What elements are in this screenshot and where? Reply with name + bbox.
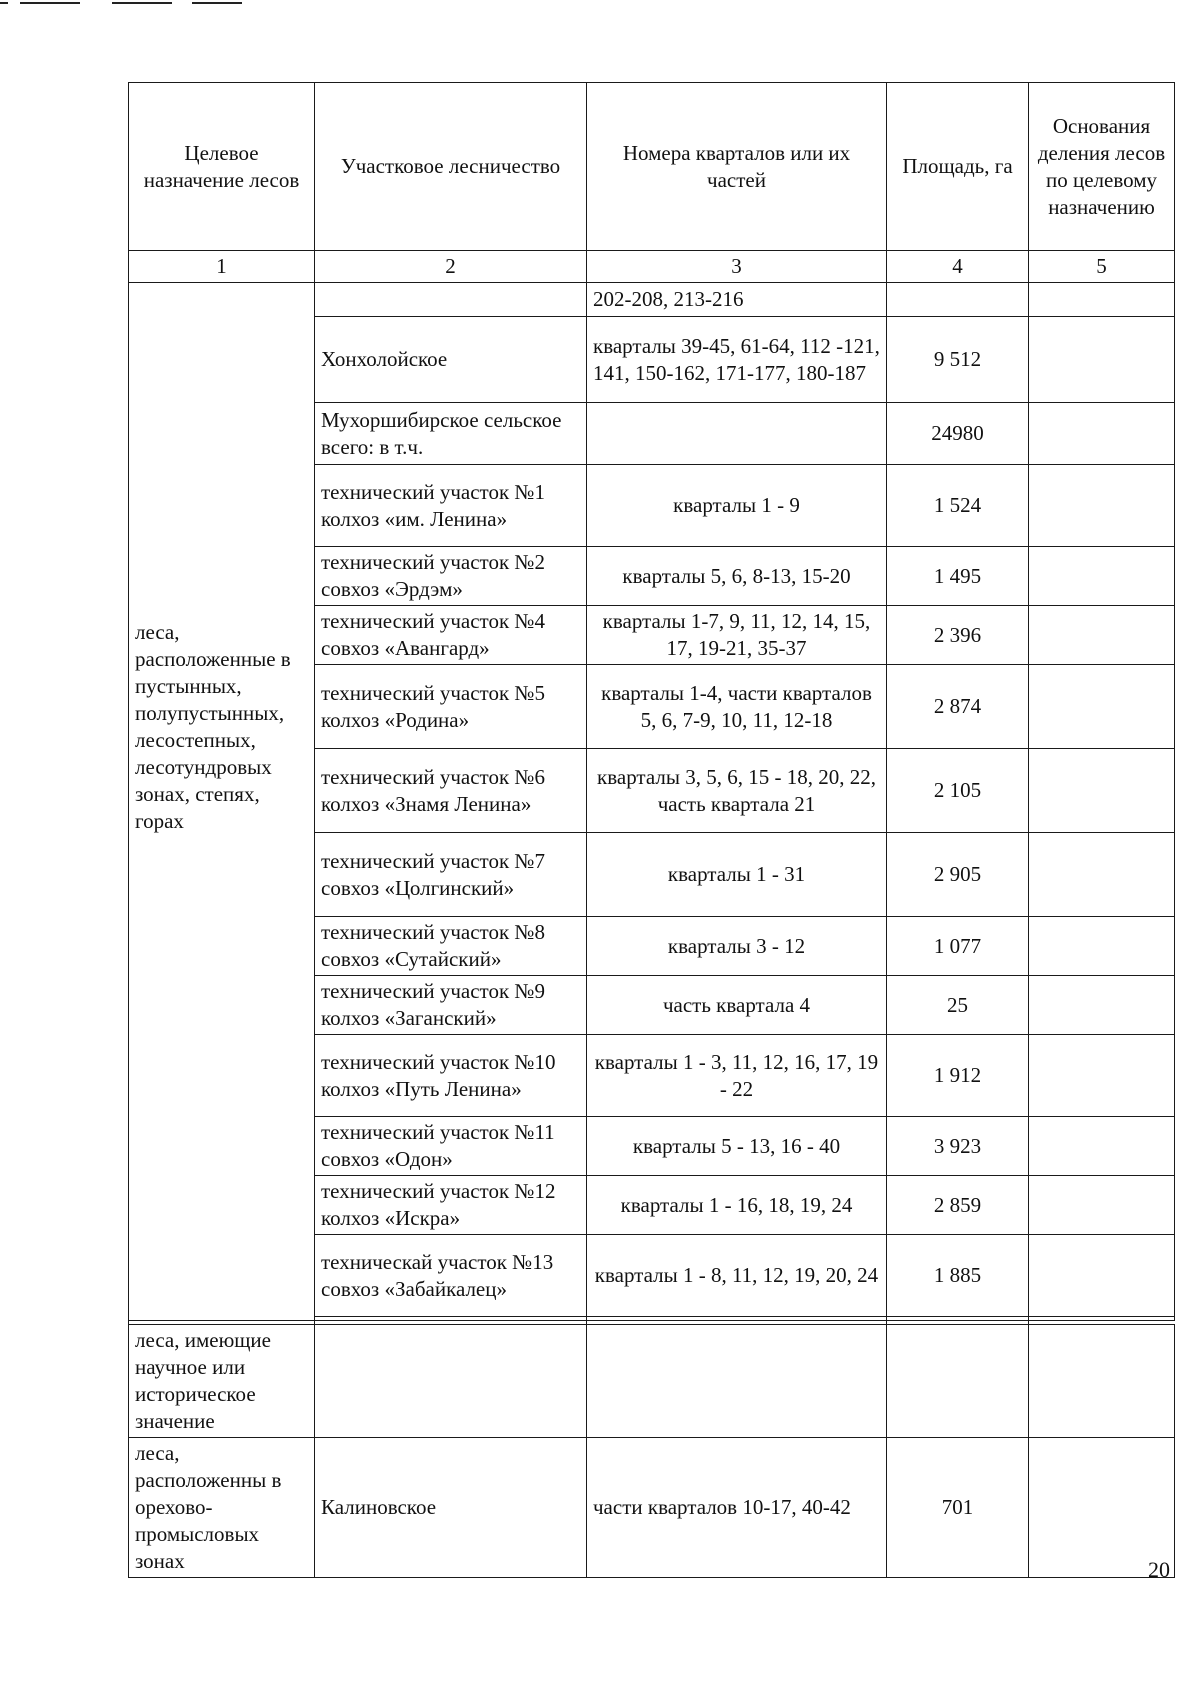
- basis-cell: [1029, 606, 1175, 665]
- header-purpose: Целевое назначение лесов: [129, 83, 315, 251]
- column-number: 1: [129, 251, 315, 283]
- area-cell: [887, 1325, 1029, 1438]
- area-cell: 701: [887, 1438, 1029, 1578]
- purpose-cell: [129, 283, 315, 1321]
- scan-marks: [0, 0, 260, 6]
- district-cell: технический участок №4 совхоз «Авангард»: [315, 606, 587, 665]
- area-cell: 2 905: [887, 833, 1029, 917]
- purpose-text: леса, расположенные в пустынных, полупустынных, лесостепных, лесотундровых зонах, степях, горах: [135, 620, 291, 833]
- column-number: 5: [1029, 251, 1175, 283]
- quarters-cell: части кварталов 10-17, 40-42: [587, 1438, 887, 1578]
- quarters-cell: кварталы 1 - 16, 18, 19, 24: [587, 1176, 887, 1235]
- column-number: 4: [887, 251, 1029, 283]
- column-number: 2: [315, 251, 587, 283]
- area-cell: 24980: [887, 403, 1029, 465]
- basis-cell: [1029, 749, 1175, 833]
- header-basis: Основания деления лесов по целевому назначению: [1029, 83, 1175, 251]
- area-cell: 1 524: [887, 465, 1029, 547]
- quarters-cell: кварталы 1 - 31: [587, 833, 887, 917]
- header-district: Участковое лесничество: [315, 83, 587, 251]
- basis-cell: [1029, 1235, 1175, 1317]
- district-cell: [315, 283, 587, 317]
- district-cell: Мухоршибирское сельское всего: в т.ч.: [315, 403, 587, 465]
- quarters-cell: кварталы 1-7, 9, 11, 12, 14, 15, 17, 19-21, 35-37: [587, 606, 887, 665]
- forest-purpose-table: [128, 82, 1175, 1578]
- basis-cell: [1029, 1317, 1175, 1321]
- quarters-cell: кварталы 3 - 12: [587, 917, 887, 976]
- quarters-cell: кварталы 39-45, 61-64, 112 -121, 141, 150-162, 171-177, 180-187: [587, 317, 887, 403]
- column-number: 3: [587, 251, 887, 283]
- district-cell: технический участок №9 колхоз «Заганский»: [315, 976, 587, 1035]
- district-cell: технический участок №12 колхоз «Искра»: [315, 1176, 587, 1235]
- district-cell: технический участок №2 совхоз «Эрдэм»: [315, 547, 587, 606]
- header-area: Площадь, га: [887, 83, 1029, 251]
- district-cell: технический участок №10 колхоз «Путь Ленина»: [315, 1035, 587, 1117]
- area-cell: 1 912: [887, 1035, 1029, 1117]
- quarters-cell: кварталы 5 - 13, 16 - 40: [587, 1117, 887, 1176]
- area-cell: 2 874: [887, 665, 1029, 749]
- quarters-cell: кварталы 1 - 8, 11, 12, 19, 20, 24: [587, 1235, 887, 1317]
- quarters-cell: кварталы 1-4, части кварталов 5, 6, 7-9, 10, 11, 12-18: [587, 665, 887, 749]
- district-cell: технический участок №6 колхоз «Знамя Ленина»: [315, 749, 587, 833]
- header-quarters: Номера кварталов или их частей: [587, 83, 887, 251]
- district-cell: технический участок №5 колхоз «Родина»: [315, 665, 587, 749]
- basis-cell: [1029, 403, 1175, 465]
- district-cell: Калиновское: [315, 1438, 587, 1578]
- area-cell: 3 923: [887, 1117, 1029, 1176]
- page-number: 20: [1148, 1557, 1170, 1582]
- area-cell: 1 077: [887, 917, 1029, 976]
- purpose-cell: леса, расположенны в орехово-промысловых зонах: [129, 1438, 315, 1578]
- basis-cell: [1029, 283, 1175, 317]
- table-header-row: [129, 83, 1175, 251]
- basis-cell: [1029, 917, 1175, 976]
- quarters-cell: часть квартала 4: [587, 976, 887, 1035]
- area-cell: 9 512: [887, 317, 1029, 403]
- basis-cell: [1029, 976, 1175, 1035]
- district-cell: технический участок №7 совхоз «Цолгинский»: [315, 833, 587, 917]
- basis-cell: [1029, 317, 1175, 403]
- column-number-row: [129, 251, 1175, 283]
- district-cell: технический участок №11 совхоз «Одон»: [315, 1117, 587, 1176]
- basis-cell: [1029, 547, 1175, 606]
- quarters-cell: кварталы 5, 6, 8-13, 15-20: [587, 547, 887, 606]
- district-cell: технический участок №1 колхоз «им. Ленина»: [315, 465, 587, 547]
- table-row: [129, 1325, 1175, 1438]
- district-cell: Хонхолойское: [315, 317, 587, 403]
- basis-cell: [1029, 465, 1175, 547]
- quarters-cell: кварталы 1 - 3, 11, 12, 16, 17, 19 - 22: [587, 1035, 887, 1117]
- area-cell: [887, 283, 1029, 317]
- table-row: [129, 283, 1175, 317]
- district-cell: техническай участок №13 совхоз «Забайкалец»: [315, 1235, 587, 1317]
- area-cell: 2 105: [887, 749, 1029, 833]
- quarters-cell: кварталы 3, 5, 6, 15 - 18, 20, 22, часть квартала 21: [587, 749, 887, 833]
- purpose-cell: леса, имеющие научное или историческое значение: [129, 1325, 315, 1438]
- district-cell: [315, 1325, 587, 1438]
- table-row: [129, 1438, 1175, 1578]
- quarters-cell: [587, 1325, 887, 1438]
- basis-cell: [1029, 833, 1175, 917]
- basis-cell: [1029, 1117, 1175, 1176]
- basis-cell: [1029, 1325, 1175, 1438]
- basis-cell: [1029, 1035, 1175, 1117]
- area-cell: 25: [887, 976, 1029, 1035]
- district-cell: технический участок №8 совхоз «Сутайский»: [315, 917, 587, 976]
- quarters-cell: 202-208, 213-216: [587, 283, 887, 317]
- area-cell: 2 396: [887, 606, 1029, 665]
- area-cell: 2 859: [887, 1176, 1029, 1235]
- area-cell: 1 885: [887, 1235, 1029, 1317]
- area-cell: 1 495: [887, 547, 1029, 606]
- quarters-cell: [587, 403, 887, 465]
- quarters-cell: кварталы 1 - 9: [587, 465, 887, 547]
- basis-cell: [1029, 665, 1175, 749]
- basis-cell: [1029, 1176, 1175, 1235]
